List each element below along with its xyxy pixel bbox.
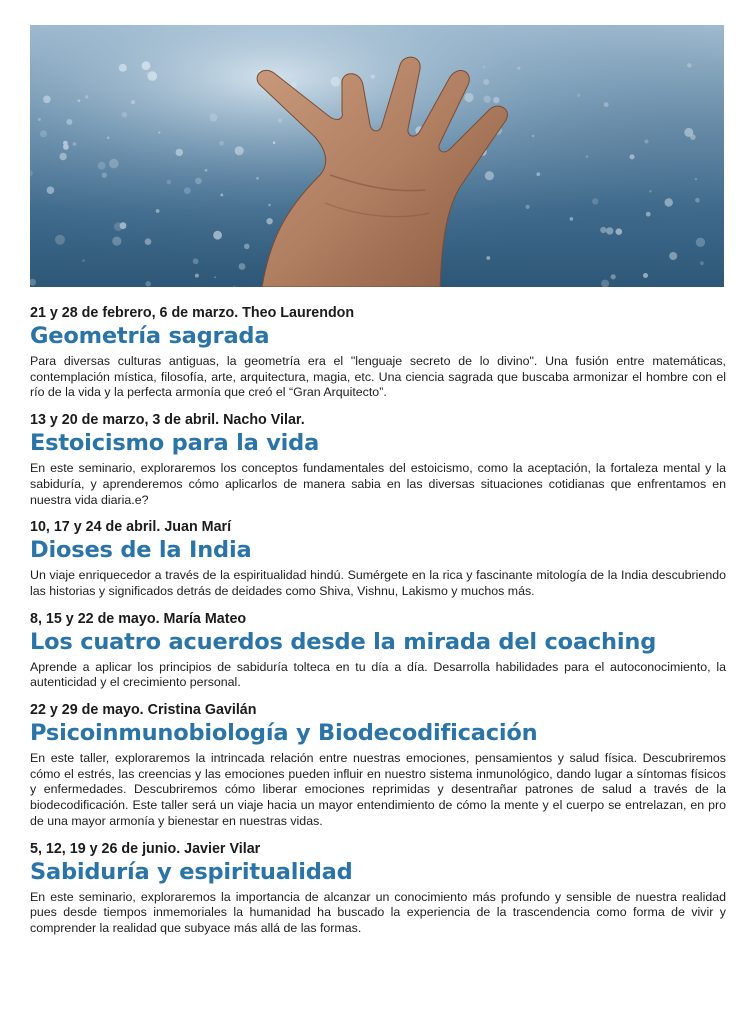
event-item [30, 701, 726, 830]
event-title: Estoicismo para la vida [30, 430, 320, 457]
event-description: Un viaje enriquecedor a través de la espiritualidad hindú. Sumérgete en la rica y fascinante mitología de la India descubriendo las historias y significados detrás de deidades como Shiva, Vishnu, Lakismo y muchos más. [30, 568, 726, 598]
event-item [30, 610, 726, 691]
event-item [30, 518, 726, 599]
event-date: 21 y 28 de febrero, 6 de marzo. Theo Laurendon [30, 305, 355, 321]
event-title: Sabiduría y espiritualidad [30, 858, 353, 885]
event-list [30, 304, 726, 947]
event-date: 10, 17 y 24 de abril. Juan Marí [30, 519, 232, 536]
hero-image [30, 25, 724, 287]
event-title: Los cuatro acuerdos desde la mirada del coaching [30, 628, 657, 655]
event-date: 13 y 20 de marzo, 3 de abril. Nacho Vilar. [30, 412, 305, 429]
open-hand-over-water-photo [30, 25, 724, 287]
event-description: En este taller, exploraremos la intrincada relación entre nuestras emociones, pensamientos y salud física. Descubriremos cómo el estrés, las creencias y las emociones pueden influir en nuestro sistema inmunológico, dando lugar a síntomas físicos y enfermedades. Descubriremos cómo liberar emociones reprimidas y desentrañar patrones de salud a través de la biodecodificación. Este taller será un viaje hacia un mayor entendimiento de cómo la mente y el cuerpo se entrelazan, en pro de una mayor armonía y bienestar en nuestras vidas. [30, 751, 726, 828]
event-title: Psicoinmunobiología y Biodecodificación [30, 720, 538, 747]
event-title: Dioses de la India [30, 537, 252, 564]
event-date: 22 y 29 de mayo. Cristina Gavilán [30, 702, 257, 719]
event-item [30, 840, 726, 937]
event-item [30, 411, 726, 508]
event-description: En este seminario, exploraremos los conceptos fundamentales del estoicismo, como la aceptación, la fortaleza mental y la sabiduría, y aprenderemos cómo aplicarlos de manera sabia en las diversas situaciones cotidianas que enfrentamos en nuestra vida diaria.e? [30, 461, 726, 507]
event-item [30, 304, 726, 401]
event-date: 8, 15 y 22 de mayo. María Mateo [30, 610, 247, 627]
event-title: Geometría sagrada [30, 323, 270, 349]
event-description: Para diversas culturas antiguas, la geometría era el "lenguaje secreto de lo divino". Una fusión entre matemáticas, contemplación mística, filosofía, arte, arquitectura, magia, etc. Una ciencia sagrada que buscaba armonizar el hombre con el río de la vida y la perfecta armonía que creó el “Gran Arquitecto”. [30, 354, 726, 400]
event-date: 5, 12, 19 y 26 de junio. Javier Vilar [30, 840, 261, 857]
event-description: En este seminario, exploraremos la importancia de alcanzar un conocimiento más profundo y sensible de nuestra realidad pues desde tiempos inmemoriales la humanidad ha buscado la experiencia de la trascendencia como forma de vivir y comprender la realidad que subyace más allá de las formas. [30, 889, 726, 935]
event-description: Aprende a aplicar los principios de sabiduría tolteca en tu día a día. Desarrolla habilidades para el autoconocimiento, la autenticidad y el crecimiento personal. [30, 659, 726, 690]
